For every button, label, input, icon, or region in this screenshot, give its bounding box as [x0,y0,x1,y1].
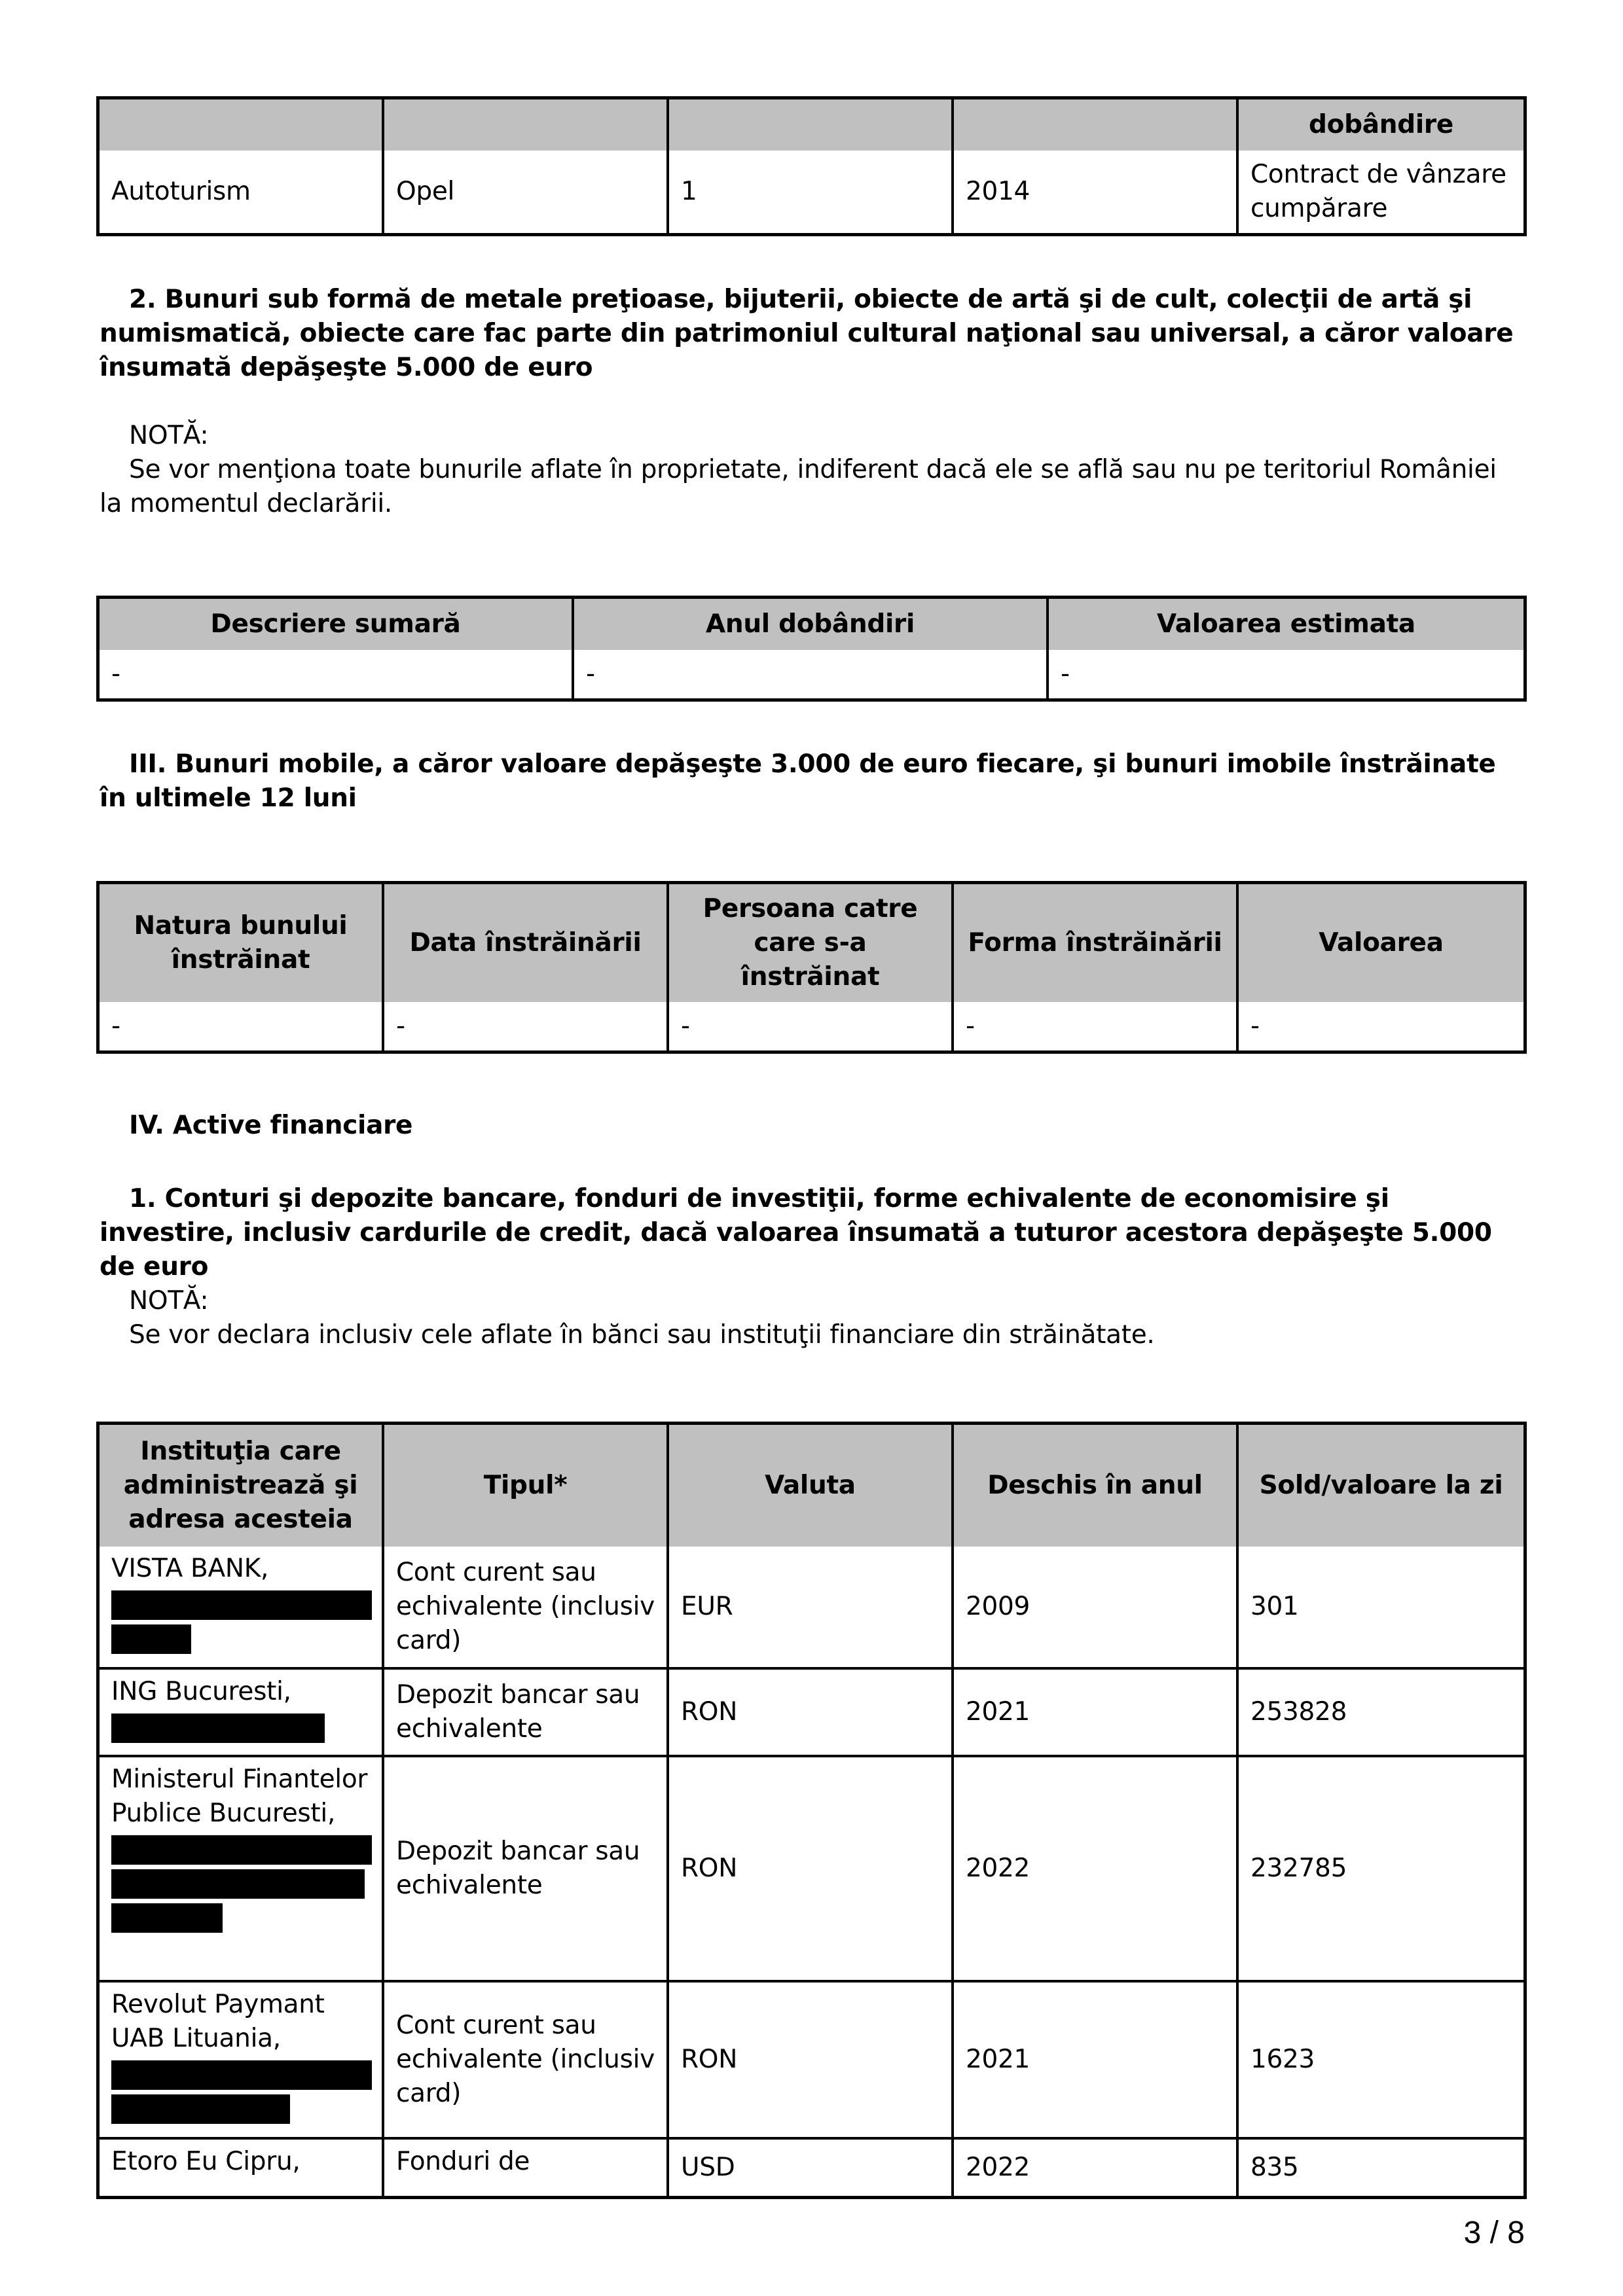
section-2-note-label: NOTĂ: [129,421,209,450]
account-opened-year: 2009 [954,1547,1239,1670]
account-opened-year: 2022 [954,2140,1239,2196]
header-cell-acquisition: dobândire [1239,99,1523,151]
table-cell: - [384,1002,669,1050]
table-row [100,151,1523,233]
table-cell: - [100,1002,384,1050]
account-currency: USD [669,2140,954,2196]
page-number: 3 / 8 [1463,2215,1525,2250]
header-institution: Instituţia care administrează şi adresa acesteia [100,1425,384,1547]
table-row [100,1547,1523,1670]
table-row [100,1670,1523,1757]
header-cell [384,99,669,151]
table-cell: - [954,1002,1239,1050]
table-row [100,650,1523,698]
table-row [100,2140,1523,2196]
account-currency: RON [669,1982,954,2140]
financial-accounts-table [96,1422,1527,2199]
header-acquisition-year: Anul dobândiri [574,599,1049,650]
header-value: Valoarea [1239,884,1523,1002]
account-opened-year: 2022 [954,1757,1239,1982]
account-opened-year: 2021 [954,1670,1239,1757]
header-currency: Valuta [669,1425,954,1547]
account-type: Cont curent sau echivalente (inclusiv card) [384,1982,669,2140]
vehicles-table [96,96,1527,236]
redacted-address [111,1835,372,1865]
vehicle-count: 1 [669,151,954,233]
account-type: Depozit bancar sau echivalente [384,1757,669,1982]
institution-name: Revolut Paymant UAB Lituania, [111,1990,325,2053]
section-4-note-text: Se vor declara inclusiv cele aflate în bănci sau instituţii financiare din străinătate. [129,1320,1155,1350]
account-balance: 835 [1239,2140,1523,2196]
institution-cell [100,1547,384,1670]
table-cell: - [100,650,574,698]
section-4-heading: IV. Active financiare [129,1111,413,1140]
redacted-address [111,1590,372,1620]
redacted-address [111,1624,191,1654]
account-currency: RON [669,1757,954,1982]
header-estimated-value: Valoarea estimata [1049,599,1523,650]
header-recipient: Persoana catre care s-a înstrăinat [669,884,954,1002]
table-cell: - [574,650,1049,698]
header-cell [100,99,384,151]
account-balance: 232785 [1239,1757,1523,1982]
account-balance: 301 [1239,1547,1523,1670]
account-balance: 1623 [1239,1982,1523,2140]
header-alienation-date: Data înstrăinării [384,884,669,1002]
account-opened-year: 2021 [954,1982,1239,2140]
table-cell: - [1049,650,1523,698]
redacted-address [111,1713,325,1743]
account-balance: 253828 [1239,1670,1523,1757]
account-currency: EUR [669,1547,954,1670]
table-row [100,1757,1523,1982]
vehicle-acquisition-mode: Contract de vânzare cumpărare [1239,151,1523,233]
table-row [100,1982,1523,2140]
institution-cell [100,1982,384,2140]
header-description: Descriere sumară [100,599,574,650]
account-type: Depozit bancar sau echivalente [384,1670,669,1757]
redacted-address [111,2094,290,2124]
account-type: Fonduri de [384,2140,669,2196]
redacted-address [111,1903,223,1933]
vehicle-brand: Opel [384,151,669,233]
section-4-subheading: 1. Conturi şi depozite bancare, fonduri de investiţii, forme echivalente de economisire şi investire, inclusiv cardurile de credit, dacă valoarea însumată a tuturor acestora depăşeşte 5.000 de euro [100,1184,1492,1282]
redacted-address [111,1869,365,1899]
institution-name: ING Bucuresti, [111,1677,291,1706]
section-2-note-text: Se vor menţiona toate bunurile aflate în proprietate, indiferent dacă ele se află sau nu pe teritoriul României la momentul declarării. [100,455,1497,518]
section-4-note-label: NOTĂ: [129,1286,209,1316]
institution-cell [100,1757,384,1982]
valuables-table [96,596,1527,702]
institution-name: Ministerul Finantelor Publice Bucuresti, [111,1765,368,1828]
header-type: Tipul* [384,1425,669,1547]
section-3-heading: III. Bunuri mobile, a căror valoare depăşeşte 3.000 de euro fiecare, şi bunuri imobile înstrăinate în ultimele 12 luni [100,749,1496,813]
table-cell: - [669,1002,954,1050]
table-row [100,1002,1523,1050]
header-opened-year: Deschis în anul [954,1425,1239,1547]
header-asset-nature: Natura bunului înstrăinat [100,884,384,1002]
vehicle-type: Autoturism [100,151,384,233]
institution-name: Etoro Eu Cipru, [111,2147,301,2176]
vehicle-year: 2014 [954,151,1239,233]
account-currency: RON [669,1670,954,1757]
header-alienation-form: Forma înstrăinării [954,884,1239,1002]
account-type: Cont curent sau echivalente (inclusiv card) [384,1547,669,1670]
header-balance: Sold/valoare la zi [1239,1425,1523,1547]
institution-cell [100,1670,384,1757]
institution-name: VISTA BANK, [111,1554,269,1583]
section-2-heading: 2. Bunuri sub formă de metale preţioase, bijuterii, obiecte de artă şi de cult, colecţii de artă şi numismatică, obiecte care fac parte din patrimoniul cultural naţional sau universal, a căror valoare însumată depăşeşte 5.000 de euro [100,285,1514,382]
redacted-address [111,2060,372,2090]
table-cell: - [1239,1002,1523,1050]
header-cell [954,99,1239,151]
header-cell [669,99,954,151]
alienated-assets-table [96,881,1527,1054]
institution-cell [100,2140,384,2196]
